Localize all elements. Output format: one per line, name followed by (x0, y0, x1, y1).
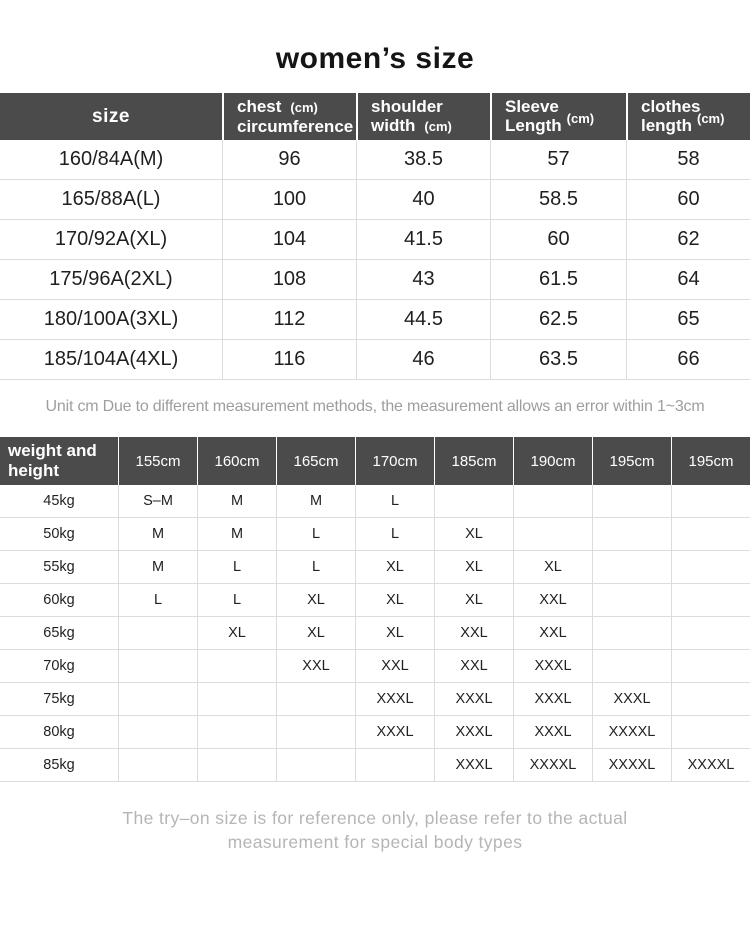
shoulder-unit: (cm) (424, 119, 452, 134)
fit-cell (671, 617, 750, 650)
fit-cell (671, 551, 750, 584)
fit-cell (592, 518, 671, 551)
fit-cell (671, 716, 750, 749)
fit-cell: XL (276, 617, 355, 650)
footer-line2: measurement for special body types (227, 832, 523, 852)
fit-cell: XL (276, 584, 355, 617)
fit-cell: L (355, 518, 434, 551)
size-cell: 58 (626, 140, 750, 180)
fit-cell (592, 485, 671, 518)
size-cell: 116 (222, 340, 356, 380)
fit-cell: XXL (355, 650, 434, 683)
size-cell: 38.5 (356, 140, 490, 180)
fit-cell (671, 584, 750, 617)
size-cell: 100 (222, 180, 356, 220)
fit-cell: M (276, 485, 355, 518)
fit-cell: XL (434, 584, 513, 617)
fit-cell: XXXL (513, 650, 592, 683)
fit-cell: XXXXL (671, 749, 750, 782)
fit-cell (276, 749, 355, 782)
table-row (0, 683, 750, 716)
table-row (0, 260, 750, 300)
size-cell: 185/104A(4XL) (0, 340, 222, 380)
fit-cell (513, 485, 592, 518)
table-row (0, 617, 750, 650)
fit-cell: XL (355, 584, 434, 617)
size-cell: 41.5 (356, 220, 490, 260)
fit-cell: M (118, 518, 197, 551)
fit-cell (197, 650, 276, 683)
size-cell: 104 (222, 220, 356, 260)
clothes-unit: (cm) (697, 111, 725, 126)
fit-cell: XXXL (513, 716, 592, 749)
shoulder-column-header (356, 93, 490, 140)
height-column-header: 195cm (592, 437, 671, 485)
fit-cell (276, 683, 355, 716)
shoulder-label: shoulder (371, 97, 443, 116)
page-title: women’s size (275, 42, 475, 75)
table-row (0, 300, 750, 340)
fit-cell: XL (434, 518, 513, 551)
size-table-header (0, 93, 750, 140)
unit-note: Unit cm Due to different measurement methods, the measurement allows an error within 1~3cm (45, 398, 705, 415)
size-cell: 57 (490, 140, 626, 180)
chest-label: chest (237, 97, 282, 116)
height-column-header: 155cm (118, 437, 197, 485)
fit-cell: XXL (513, 617, 592, 650)
fit-cell: XL (197, 617, 276, 650)
corner-line1: weight and (8, 441, 97, 460)
sleeve-unit: (cm) (566, 111, 595, 126)
fit-cell: 55kg (0, 551, 118, 584)
fit-cell (355, 749, 434, 782)
fit-cell: 80kg (0, 716, 118, 749)
size-cell: 180/100A(3XL) (0, 300, 222, 340)
fit-cell: XXXL (355, 683, 434, 716)
fit-cell (118, 716, 197, 749)
fit-cell: L (197, 584, 276, 617)
weight-height-corner-header (0, 437, 118, 485)
fit-cell: XL (355, 617, 434, 650)
fit-cell: 50kg (0, 518, 118, 551)
size-cell: 62.5 (490, 300, 626, 340)
size-cell: 43 (356, 260, 490, 300)
height-column-header: 190cm (513, 437, 592, 485)
fit-cell: M (118, 551, 197, 584)
fit-cell: XXXL (513, 683, 592, 716)
size-cell: 58.5 (490, 180, 626, 220)
fit-cell (118, 650, 197, 683)
fit-cell (671, 518, 750, 551)
fit-cell (671, 485, 750, 518)
fit-cell (592, 551, 671, 584)
fit-cell: L (355, 485, 434, 518)
fit-cell: L (197, 551, 276, 584)
fit-cell (592, 617, 671, 650)
sleeve-label2: Length (505, 116, 562, 135)
size-cell: 40 (356, 180, 490, 220)
clothes-label: clothes (641, 97, 701, 116)
size-cell: 60 (490, 220, 626, 260)
table-row (0, 749, 750, 782)
footer-note (0, 806, 750, 854)
fit-cell (434, 485, 513, 518)
weight-height-table (0, 437, 750, 782)
fit-cell (671, 650, 750, 683)
corner-line2: height (8, 461, 59, 480)
chest-unit: (cm) (290, 100, 318, 115)
fit-cell: XXL (434, 617, 513, 650)
table-row (0, 340, 750, 380)
fit-cell (276, 716, 355, 749)
size-cell: 96 (222, 140, 356, 180)
height-column-header: 185cm (434, 437, 513, 485)
table-row (0, 716, 750, 749)
fit-cell: XXL (434, 650, 513, 683)
size-cell: 44.5 (356, 300, 490, 340)
size-cell: 65 (626, 300, 750, 340)
table-row (0, 650, 750, 683)
fit-cell: M (197, 485, 276, 518)
fit-cell (197, 683, 276, 716)
chest-column-header (222, 93, 356, 140)
size-cell: 66 (626, 340, 750, 380)
table-row (0, 518, 750, 551)
fit-cell: XXXL (434, 683, 513, 716)
size-cell: 62 (626, 220, 750, 260)
fit-cell: XXXXL (592, 749, 671, 782)
table-row (0, 220, 750, 260)
table-row (0, 180, 750, 220)
footer-line1: The try–on size is for reference only, please refer to the actual (122, 808, 628, 828)
size-cell: 165/88A(L) (0, 180, 222, 220)
fit-cell (671, 683, 750, 716)
size-cell: 112 (222, 300, 356, 340)
fit-cell (118, 617, 197, 650)
size-cell: 61.5 (490, 260, 626, 300)
clothes-label2: length (641, 116, 692, 135)
fit-cell: XL (434, 551, 513, 584)
fit-table-header (0, 437, 750, 485)
table-row (0, 485, 750, 518)
fit-cell: XL (355, 551, 434, 584)
header-row (0, 93, 750, 140)
fit-table-body (0, 485, 750, 782)
fit-cell: 75kg (0, 683, 118, 716)
fit-cell (592, 650, 671, 683)
size-table (0, 93, 750, 380)
fit-cell: M (197, 518, 276, 551)
fit-cell (118, 683, 197, 716)
fit-cell: XXXXL (513, 749, 592, 782)
fit-cell (197, 749, 276, 782)
sleeve-label: Sleeve (505, 97, 559, 116)
fit-cell: XXXL (434, 716, 513, 749)
fit-cell: L (276, 518, 355, 551)
fit-cell: XL (513, 551, 592, 584)
fit-cell: XXXL (355, 716, 434, 749)
size-cell: 64 (626, 260, 750, 300)
fit-cell: 60kg (0, 584, 118, 617)
height-column-header: 195cm (671, 437, 750, 485)
size-cell: 170/92A(XL) (0, 220, 222, 260)
size-cell: 175/96A(2XL) (0, 260, 222, 300)
fit-cell (592, 584, 671, 617)
fit-cell (118, 749, 197, 782)
size-cell: 63.5 (490, 340, 626, 380)
height-column-header: 165cm (276, 437, 355, 485)
sleeve-column-header (490, 93, 626, 140)
size-cell: 160/84A(M) (0, 140, 222, 180)
table-row (0, 551, 750, 584)
table-row (0, 584, 750, 617)
clothes-column-header (626, 93, 750, 140)
fit-cell: 85kg (0, 749, 118, 782)
size-cell: 46 (356, 340, 490, 380)
fit-cell (513, 518, 592, 551)
shoulder-label2: width (371, 116, 416, 135)
chest-label2: circumference (237, 117, 354, 136)
fit-cell: XXXXL (592, 716, 671, 749)
fit-cell: 65kg (0, 617, 118, 650)
fit-cell: 45kg (0, 485, 118, 518)
size-column-header: size (0, 93, 222, 140)
fit-cell: XXXL (434, 749, 513, 782)
size-cell: 60 (626, 180, 750, 220)
table-row (0, 140, 750, 180)
height-column-header: 170cm (355, 437, 434, 485)
fit-cell: L (276, 551, 355, 584)
header-row (0, 437, 750, 485)
fit-cell: XXXL (592, 683, 671, 716)
height-column-header: 160cm (197, 437, 276, 485)
fit-cell: 70kg (0, 650, 118, 683)
size-table-body (0, 140, 750, 380)
fit-cell: L (118, 584, 197, 617)
fit-cell (197, 716, 276, 749)
fit-cell: XXL (513, 584, 592, 617)
fit-cell: XXL (276, 650, 355, 683)
size-cell: 108 (222, 260, 356, 300)
fit-cell: S–M (118, 485, 197, 518)
